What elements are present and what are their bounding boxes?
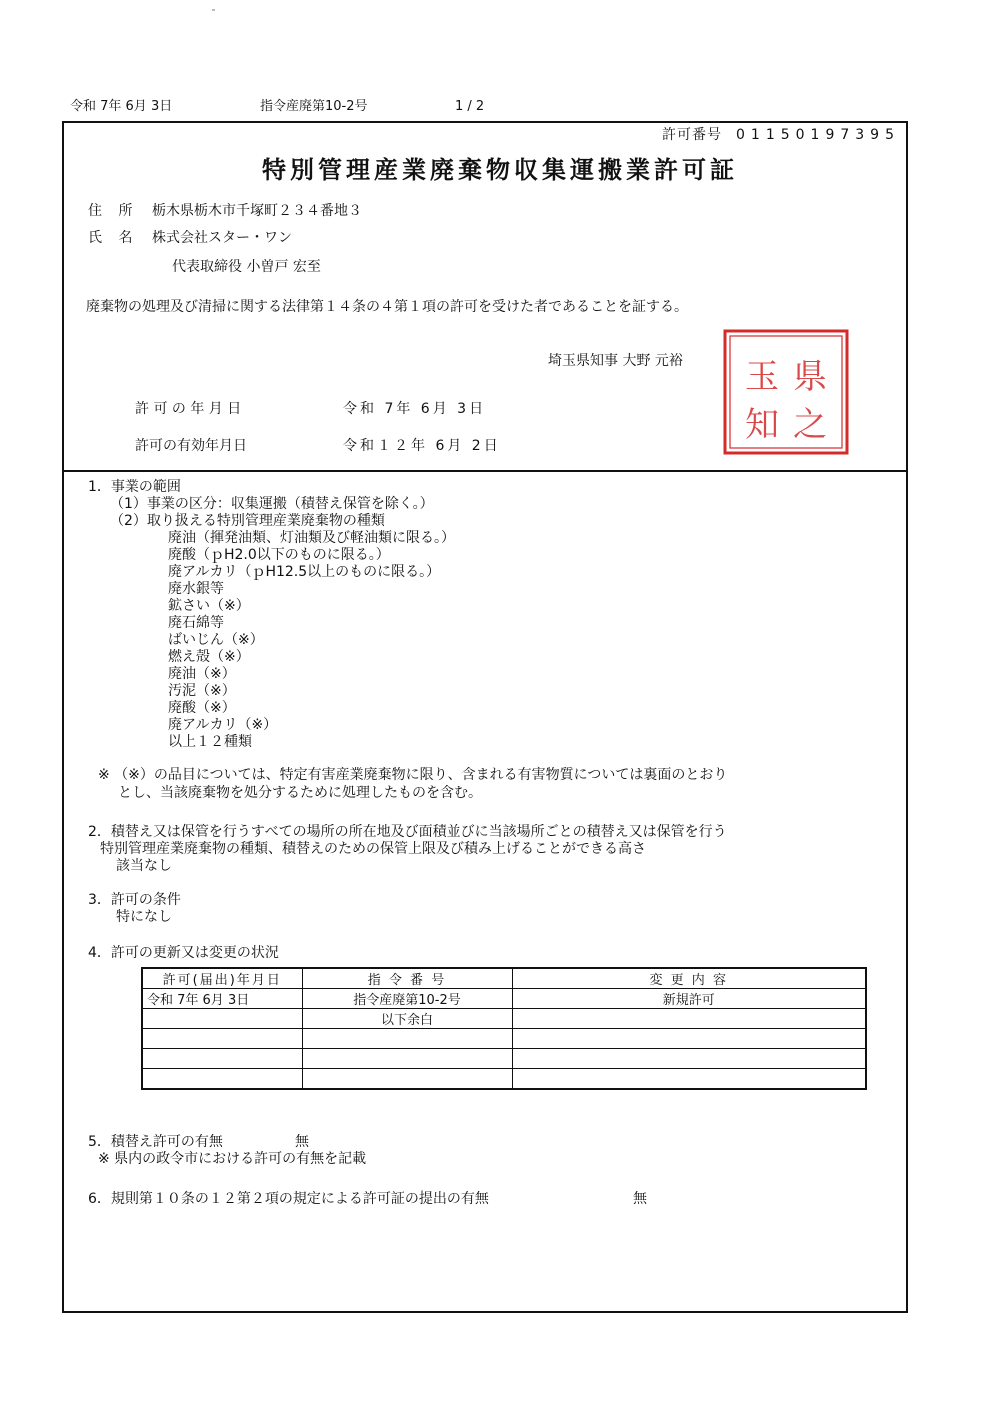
header-page: 1 / 2 [455,99,485,114]
table-row [142,1049,866,1069]
section1-heading: 1．事業の範囲 [88,479,181,495]
name-label: 氏 名 [88,230,139,246]
table-cell [142,1049,302,1069]
section2-line1: 2．積替え又は保管を行うすべての場所の所在地及び面積並びに当該場所ごとの積替え又は保管を行う [88,824,727,840]
valid-date-label: 許可の有効年月日 [135,438,247,454]
waste-type: 廃アルカリ（※） [168,717,278,733]
representative: 代表取締役 小曽戸 宏至 [172,259,321,275]
table-row [142,1009,866,1029]
issuer: 埼玉県知事 大野 元裕 [548,353,683,369]
column-header: 指 令 番 号 [302,968,512,989]
svg-text:県: 県 [793,357,827,397]
document-title: 特別管理産業廃棄物収集運搬業許可証 [262,155,738,184]
table-cell [512,1069,866,1090]
column-header: 許可(届出)年月日 [142,968,302,989]
section1-note-line1: ※ （※）の品目については、特定有害産業廃棄物に限り、含まれる有害物質については裏面のとおり [98,767,728,783]
table-cell [512,1009,866,1029]
waste-type: 廃酸（※） [168,700,236,716]
issue-date-label: 許 可 の 年 月 日 [135,401,242,417]
section1-item2: （2）取り扱える特別管理産業廃棄物の種類 [110,513,385,529]
issue-date-value: 令和 7年 6月 3日 [343,401,487,417]
section4-heading: 4．許可の更新又は変更の状況 [88,945,279,961]
table-cell [142,1069,302,1090]
section3-heading: 3．許可の条件 [88,892,181,908]
section5-note: ※ 県内の政令市における許可の有無を記載 [98,1151,367,1167]
permit-number [662,124,900,144]
table-row [142,1069,866,1090]
header-directive: 指令産廃第10-2号 [260,99,368,114]
waste-type: 廃水銀等 [168,581,224,597]
table-cell: 新規許可 [512,989,866,1009]
svg-text:知: 知 [745,405,779,445]
table-cell: 指令産廃第10-2号 [302,989,512,1009]
waste-type: 廃アルカリ（ｐH12.5以上のものに限る。） [168,564,441,580]
official-seal-icon [722,328,850,456]
waste-type-total: 以上１２種類 [168,734,252,750]
section5-value: 無 [295,1134,309,1150]
section6-value: 無 [633,1191,647,1207]
scan-artifact [212,9,215,11]
svg-text:玉: 玉 [745,357,779,397]
change-history-table [141,967,867,1090]
table-cell: 以下余白 [302,1009,512,1029]
section-divider [62,470,908,472]
table-cell [142,1029,302,1049]
waste-type: 廃酸（ｐH2.0以下のものに限る。） [168,547,390,563]
waste-type: 汚泥（※） [168,683,236,699]
column-header: 変 更 内 容 [512,968,866,989]
name-value: 株式会社スター・ワン [152,230,292,246]
address-label: 住 所 [88,203,139,219]
table-cell [512,1029,866,1049]
address-value: 栃木県栃木市千塚町２３４番地３ [152,203,362,219]
table-row [142,1029,866,1049]
permit-number-value: 01150197395 [736,127,900,143]
table-cell [512,1049,866,1069]
waste-type: ばいじん（※） [168,632,264,648]
certification-text: 廃棄物の処理及び清掃に関する法律第１４条の４第１項の許可を受けた者であることを証する。 [86,299,688,315]
section3-value: 特になし [116,909,172,925]
section1-item1: （1）事業の区分：収集運搬（積替え保管を除く。） [110,496,434,512]
table-cell [302,1049,512,1069]
waste-type: 廃石綿等 [168,615,224,631]
table-cell [302,1029,512,1049]
table-cell [302,1069,512,1090]
section2-value: 該当なし [116,858,172,874]
waste-type: 廃油（※） [168,666,236,682]
table-cell: 令和 7年 6月 3日 [142,989,302,1009]
svg-text:之: 之 [793,405,827,445]
valid-date-value: 令和１２年 6月 2日 [343,438,501,454]
header-date: 令和 7年 6月 3日 [70,99,173,114]
table-row [142,989,866,1009]
section2-line2: 特別管理産業廃棄物の種類、積替えのための保管上限及び積み上げることができる高さ [100,841,646,857]
permit-number-label: 許可番号 [662,127,723,143]
waste-type: 鉱さい（※） [168,598,250,614]
table-cell [142,1009,302,1029]
section6-heading: 6．規則第１０条の１２第２項の規定による許可証の提出の有無 [88,1191,489,1207]
waste-type: 燃え殻（※） [168,649,250,665]
table-header-row [142,968,866,989]
waste-type: 廃油（揮発油類、灯油類及び軽油類に限る。） [168,530,455,546]
section5-heading: 5．積替え許可の有無 [88,1134,223,1150]
section1-note-line2: とし、当該廃棄物を処分するために処理したものを含む。 [118,785,482,801]
